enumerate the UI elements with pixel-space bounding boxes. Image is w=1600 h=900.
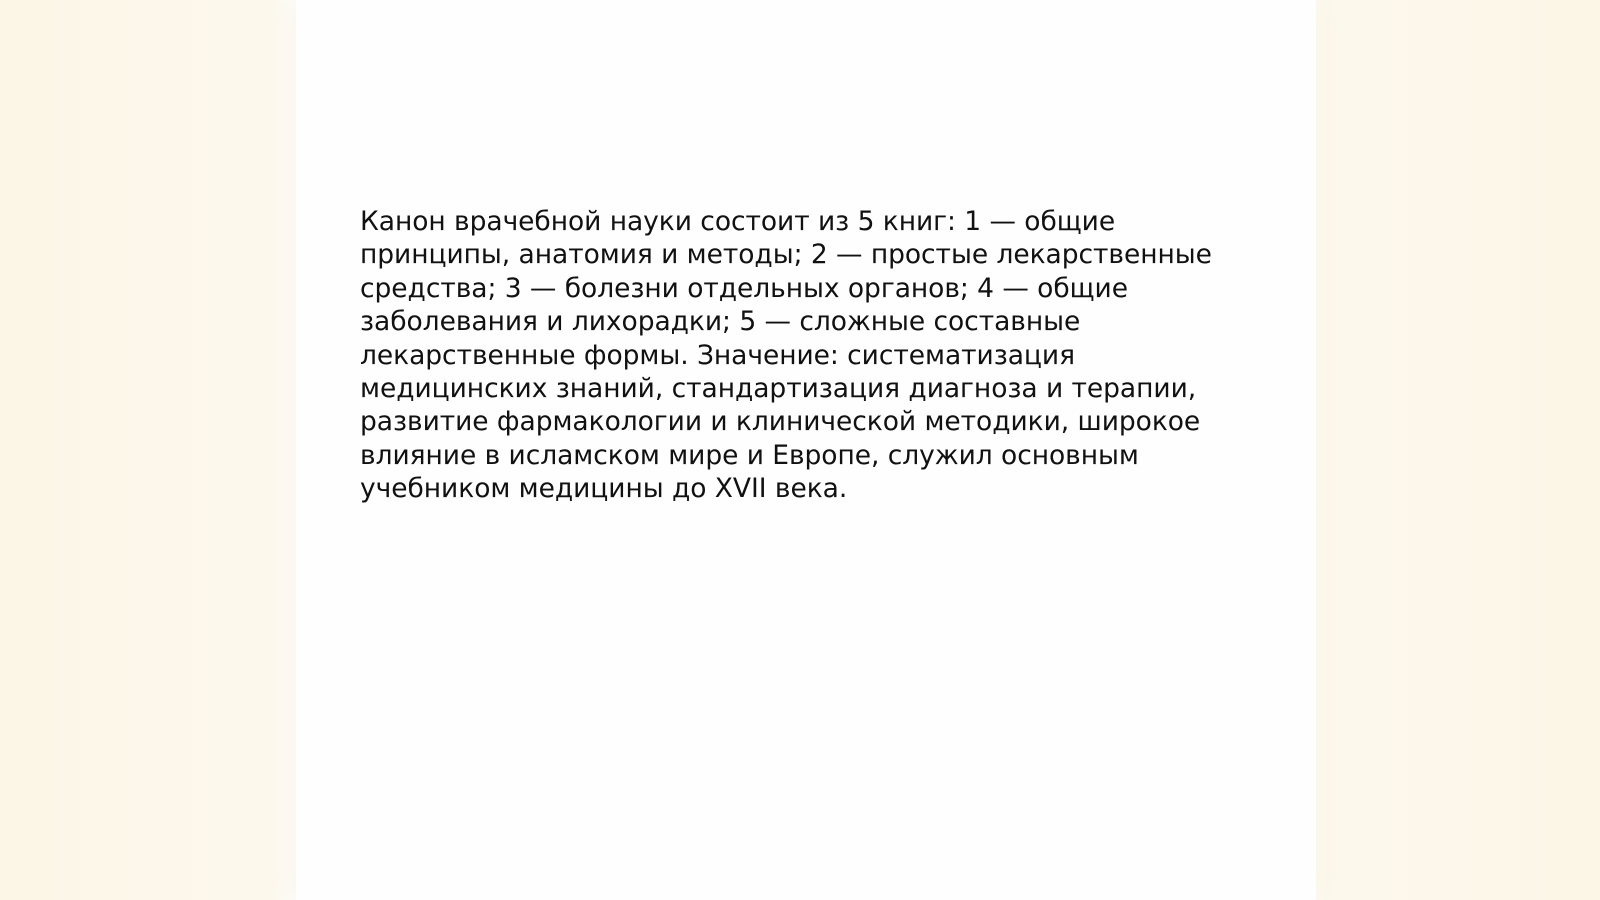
body-paragraph: Канон врачебной науки состоит из 5 книг: 1 — общие принципы, анатомия и методы; 2 — простые лекарственные средства; 3 — болезни отдельных органов; 4 — общие заболевания и лихорадки; 5 — сложные составные лекарственные формы. Значение: систематизация медицинских знаний, стандартизация диагноза и терапии, развитие фармакологии и клинической методики, широкое влияние в исламском мире и Европе, служил основным учебником медицины до XVII века. [360,206,1212,505]
